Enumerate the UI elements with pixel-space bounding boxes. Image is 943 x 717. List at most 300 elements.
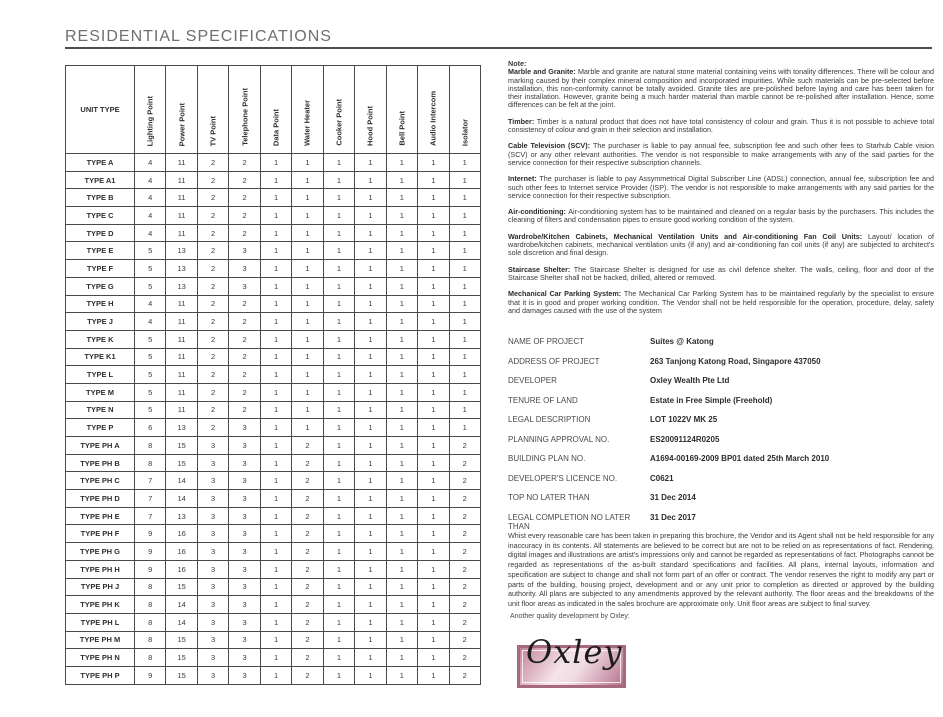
- spec-value-cell: 1: [260, 383, 291, 401]
- spec-value-cell: 5: [135, 401, 166, 419]
- spec-value-cell: 8: [135, 437, 166, 455]
- spec-value-cell: 11: [166, 383, 197, 401]
- spec-value-cell: 3: [197, 437, 228, 455]
- table-row: [66, 366, 481, 384]
- column-header: [418, 66, 449, 154]
- spec-value-cell: 5: [135, 277, 166, 295]
- spec-value-cell: 1: [386, 330, 417, 348]
- spec-value-cell: 1: [260, 649, 291, 667]
- spec-value-cell: 4: [135, 189, 166, 207]
- spec-value-cell: 1: [260, 596, 291, 614]
- spec-value-cell: 1: [260, 401, 291, 419]
- spec-value-cell: 1: [355, 313, 386, 331]
- spec-value-cell: 2: [197, 260, 228, 278]
- spec-value-cell: 2: [229, 171, 260, 189]
- spec-value-cell: 11: [166, 189, 197, 207]
- spec-value-cell: 16: [166, 560, 197, 578]
- column-header: [166, 66, 197, 154]
- spec-value-cell: 2: [197, 189, 228, 207]
- unit-type-cell: TYPE N: [66, 401, 135, 419]
- spec-value-cell: 1: [323, 189, 354, 207]
- spec-value-cell: 1: [323, 507, 354, 525]
- spec-value-cell: 1: [355, 154, 386, 172]
- spec-value-cell: 1: [260, 366, 291, 384]
- spec-value-cell: 1: [386, 401, 417, 419]
- spec-value-cell: 1: [323, 543, 354, 561]
- spec-value-cell: 2: [449, 560, 480, 578]
- spec-value-cell: 1: [386, 666, 417, 684]
- spec-value-cell: 1: [355, 472, 386, 490]
- spec-value-cell: 2: [197, 207, 228, 225]
- spec-value-cell: 1: [355, 366, 386, 384]
- spec-value-cell: 1: [449, 383, 480, 401]
- spec-value-cell: 1: [355, 330, 386, 348]
- spec-value-cell: 1: [418, 649, 449, 667]
- project-info-value: 263 Tanjong Katong Road, Singapore 437050: [650, 356, 821, 366]
- table-row: [66, 154, 481, 172]
- column-header-label: Isolator: [460, 118, 470, 146]
- unit-type-cell: TYPE C: [66, 207, 135, 225]
- spec-value-cell: 15: [166, 578, 197, 596]
- spec-value-cell: 1: [418, 490, 449, 508]
- spec-value-cell: 1: [323, 348, 354, 366]
- spec-value-cell: 1: [292, 313, 323, 331]
- note-paragraph: [508, 290, 934, 315]
- spec-value-cell: 11: [166, 224, 197, 242]
- spec-value-cell: 1: [386, 437, 417, 455]
- spec-value-cell: 1: [260, 330, 291, 348]
- project-info-section: [508, 337, 934, 541]
- spec-value-cell: 1: [386, 189, 417, 207]
- spec-value-cell: 11: [166, 295, 197, 313]
- project-info-label: TOP NO LATER THAN: [508, 493, 590, 502]
- spec-value-cell: 1: [386, 560, 417, 578]
- spec-value-cell: 1: [355, 171, 386, 189]
- spec-value-cell: 2: [197, 224, 228, 242]
- spec-value-cell: 1: [355, 419, 386, 437]
- spec-value-cell: 1: [260, 507, 291, 525]
- spec-value-cell: 8: [135, 631, 166, 649]
- spec-value-cell: 1: [386, 383, 417, 401]
- spec-value-cell: 3: [229, 437, 260, 455]
- note-lead: Internet:: [508, 174, 540, 184]
- spec-value-cell: 1: [355, 490, 386, 508]
- spec-value-cell: 1: [355, 295, 386, 313]
- table-row: [66, 419, 481, 437]
- table-row: [66, 401, 481, 419]
- spec-value-cell: 1: [355, 525, 386, 543]
- spec-value-cell: 1: [418, 207, 449, 225]
- spec-value-cell: 1: [449, 330, 480, 348]
- spec-value-cell: 2: [229, 189, 260, 207]
- spec-value-cell: 1: [292, 224, 323, 242]
- spec-value-cell: 13: [166, 419, 197, 437]
- spec-value-cell: 1: [260, 207, 291, 225]
- column-header-label: Audio Intercom: [428, 90, 438, 146]
- project-info-row: [508, 513, 934, 531]
- unit-type-cell: TYPE PH F: [66, 525, 135, 543]
- spec-value-cell: 3: [197, 454, 228, 472]
- spec-value-cell: 13: [166, 242, 197, 260]
- spec-value-cell: 3: [229, 490, 260, 508]
- spec-value-cell: 1: [323, 560, 354, 578]
- spec-value-cell: 1: [386, 525, 417, 543]
- spec-value-cell: 1: [260, 490, 291, 508]
- unit-type-cell: TYPE PH A: [66, 437, 135, 455]
- note-text: Air-conditioning system has to be maintained and cleaned on a regular basis by the purchasers. This includes the cleaning of filters and condensation pipes to ensure good working condition of the system.: [508, 207, 935, 225]
- unit-type-cell: TYPE P: [66, 419, 135, 437]
- note-lead: Marble and Granite:: [508, 67, 578, 77]
- column-header: [135, 66, 166, 154]
- spec-value-cell: 1: [323, 366, 354, 384]
- spec-value-cell: 14: [166, 596, 197, 614]
- column-header: [292, 66, 323, 154]
- spec-value-cell: 1: [449, 401, 480, 419]
- spec-value-cell: 1: [418, 437, 449, 455]
- unit-type-cell: TYPE PH D: [66, 490, 135, 508]
- column-header-label: Power Point: [177, 102, 187, 146]
- spec-value-cell: 1: [323, 242, 354, 260]
- table-row: [66, 189, 481, 207]
- spec-value-cell: 1: [260, 543, 291, 561]
- spec-value-cell: 11: [166, 330, 197, 348]
- table-row: [66, 454, 481, 472]
- spec-value-cell: 4: [135, 154, 166, 172]
- spec-value-cell: 2: [229, 295, 260, 313]
- spec-value-cell: 3: [229, 543, 260, 561]
- spec-value-cell: 2: [197, 383, 228, 401]
- table-row: [66, 295, 481, 313]
- table-row: [66, 277, 481, 295]
- spec-value-cell: 1: [418, 596, 449, 614]
- spec-value-cell: 2: [449, 596, 480, 614]
- spec-value-cell: 1: [449, 348, 480, 366]
- column-header-label: Telephone Point: [240, 88, 250, 146]
- spec-value-cell: 13: [166, 507, 197, 525]
- spec-value-cell: 1: [386, 419, 417, 437]
- spec-value-cell: 1: [260, 631, 291, 649]
- spec-value-cell: 1: [292, 348, 323, 366]
- column-header-label: Data Point: [271, 108, 281, 146]
- spec-value-cell: 1: [418, 454, 449, 472]
- project-info-row: [508, 396, 934, 405]
- spec-value-cell: 5: [135, 348, 166, 366]
- spec-value-cell: 4: [135, 313, 166, 331]
- spec-value-cell: 2: [292, 596, 323, 614]
- spec-value-cell: 1: [355, 596, 386, 614]
- spec-value-cell: 3: [229, 507, 260, 525]
- spec-value-cell: 1: [260, 154, 291, 172]
- note-text: The Mechanical Car Parking System has to be maintained regularly by the specialist to ensure that it is in good and proper working condition. The Vendor shall not be held responsible for the operation, procedure, delay, safety and damages caused with the use of the system: [508, 289, 934, 315]
- project-info-row: [508, 435, 934, 444]
- spec-value-cell: 11: [166, 366, 197, 384]
- spec-value-cell: 2: [197, 419, 228, 437]
- spec-value-cell: 1: [449, 295, 480, 313]
- table-row: [66, 207, 481, 225]
- spec-value-cell: 11: [166, 207, 197, 225]
- project-info-value: A1694-00169-2009 BP01 dated 25th March 2010: [650, 454, 830, 463]
- spec-value-cell: 1: [355, 578, 386, 596]
- spec-value-cell: 2: [229, 330, 260, 348]
- spec-value-cell: 1: [355, 189, 386, 207]
- spec-value-cell: 2: [197, 330, 228, 348]
- unit-type-header: UNIT TYPE: [66, 66, 135, 154]
- note-paragraph: [508, 233, 934, 258]
- spec-value-cell: 1: [292, 383, 323, 401]
- project-info-value: ES20091124R0205: [650, 434, 720, 444]
- spec-value-cell: 11: [166, 313, 197, 331]
- spec-value-cell: 1: [386, 224, 417, 242]
- spec-value-cell: 2: [449, 507, 480, 525]
- spec-value-cell: 3: [229, 613, 260, 631]
- spec-value-cell: 9: [135, 666, 166, 684]
- spec-value-cell: 1: [418, 348, 449, 366]
- spec-value-cell: 1: [323, 437, 354, 455]
- spec-value-cell: 11: [166, 154, 197, 172]
- column-header: [355, 66, 386, 154]
- column-header-label: Water Heater: [302, 100, 312, 146]
- spec-value-cell: 3: [197, 666, 228, 684]
- unit-type-cell: TYPE G: [66, 277, 135, 295]
- spec-value-cell: 1: [323, 277, 354, 295]
- spec-value-cell: 1: [260, 419, 291, 437]
- spec-value-cell: 14: [166, 490, 197, 508]
- unit-type-cell: TYPE M: [66, 383, 135, 401]
- spec-value-cell: 3: [229, 560, 260, 578]
- unit-type-cell: TYPE L: [66, 366, 135, 384]
- spec-value-cell: 2: [292, 578, 323, 596]
- spec-value-cell: 1: [449, 260, 480, 278]
- unit-type-cell: TYPE PH K: [66, 596, 135, 614]
- column-header-label: Lighting Point: [145, 95, 155, 146]
- spec-value-cell: 2: [449, 631, 480, 649]
- note-text: The Staircase Shelter is designed for use as civil defence shelter. The walls, ceiling, floor and door of the Staircase Shelter shall not be hacked, drilled, altered or removed.: [508, 264, 935, 282]
- spec-value-cell: 2: [449, 666, 480, 684]
- spec-value-cell: 3: [197, 631, 228, 649]
- unit-type-cell: TYPE D: [66, 224, 135, 242]
- table-row: [66, 224, 481, 242]
- spec-value-cell: 1: [323, 330, 354, 348]
- spec-value-cell: 2: [229, 401, 260, 419]
- project-info-row: [508, 337, 934, 346]
- project-info-value: 31 Dec 2014: [650, 493, 696, 502]
- table-row: [66, 613, 481, 631]
- spec-value-cell: 1: [260, 224, 291, 242]
- spec-value-cell: 1: [260, 578, 291, 596]
- spec-value-cell: 1: [260, 666, 291, 684]
- spec-value-cell: 3: [197, 507, 228, 525]
- spec-value-cell: 1: [418, 154, 449, 172]
- spec-value-cell: 2: [292, 613, 323, 631]
- spec-value-cell: 2: [449, 649, 480, 667]
- spec-value-cell: 1: [386, 260, 417, 278]
- spec-value-cell: 4: [135, 171, 166, 189]
- table-row: [66, 490, 481, 508]
- spec-value-cell: 1: [323, 666, 354, 684]
- spec-value-cell: 7: [135, 490, 166, 508]
- spec-value-cell: 7: [135, 472, 166, 490]
- spec-value-cell: 1: [260, 560, 291, 578]
- spec-value-cell: 1: [418, 666, 449, 684]
- spec-value-cell: 2: [229, 207, 260, 225]
- spec-value-cell: 1: [386, 596, 417, 614]
- spec-value-cell: 13: [166, 260, 197, 278]
- spec-value-cell: 1: [418, 525, 449, 543]
- project-info-label: DEVELOPER: [508, 376, 557, 385]
- unit-type-cell: TYPE J: [66, 313, 135, 331]
- disclaimer: Whist every reasonable care has been taken in preparing this brochure, the Vendor and its Agent shall not be held responsible for any inaccuracy in its contents. All statements are believed to be correct but are not to be relied on as representations of fact. Rendering, digital images and illustrations are artist's impressions only and cannot be regarded as representations of fact. Photographs cannot be regarded as representations of the as-built standard specifications and facilities. All plans, internal layouts, information and specification are subject to change and shall not form part of an offer or contract. The vendor reserves the right to modify any part or parts of the building, housing project, development and or any unit prior to completion as directed or approved by the building authority. All plans are subjected to any amendments approved by the relevant authority. The floor areas and the breakdowns of the unit floor areas as indicated in the sales brochure are approximate only. Unit floor areas are subject to final survey.: [508, 531, 934, 608]
- page-title: RESIDENTIAL SPECIFICATIONS: [65, 28, 332, 45]
- spec-value-cell: 1: [260, 313, 291, 331]
- spec-value-cell: 2: [449, 525, 480, 543]
- column-header-label: Bell Point: [397, 111, 407, 146]
- unit-type-cell: TYPE PH P: [66, 666, 135, 684]
- spec-value-cell: 3: [197, 525, 228, 543]
- spec-value-cell: 1: [292, 260, 323, 278]
- spec-value-cell: 2: [449, 578, 480, 596]
- note-lead: Cable Television (SCV):: [508, 141, 593, 151]
- spec-value-cell: 2: [449, 472, 480, 490]
- spec-value-cell: 1: [386, 171, 417, 189]
- project-info-label: LEGAL DESCRIPTION: [508, 415, 591, 424]
- spec-value-cell: 1: [418, 560, 449, 578]
- spec-value-cell: 1: [418, 401, 449, 419]
- spec-value-cell: 1: [386, 348, 417, 366]
- spec-value-cell: 6: [135, 419, 166, 437]
- oxley-logo-text: Oxley: [526, 633, 623, 671]
- spec-value-cell: 3: [229, 578, 260, 596]
- spec-value-cell: 2: [449, 437, 480, 455]
- spec-value-cell: 2: [197, 154, 228, 172]
- note-lead: Air-conditioning:: [508, 207, 569, 217]
- unit-type-cell: TYPE K: [66, 330, 135, 348]
- table-header: [66, 66, 481, 154]
- spec-value-cell: 1: [418, 419, 449, 437]
- project-info-value: C0621: [650, 473, 674, 483]
- spec-value-cell: 3: [229, 649, 260, 667]
- table-row: [66, 631, 481, 649]
- spec-value-cell: 15: [166, 631, 197, 649]
- spec-value-cell: 1: [449, 242, 480, 260]
- spec-value-cell: 1: [449, 189, 480, 207]
- spec-value-cell: 1: [292, 189, 323, 207]
- spec-value-cell: 2: [229, 383, 260, 401]
- spec-value-cell: 1: [260, 189, 291, 207]
- spec-value-cell: 2: [292, 437, 323, 455]
- spec-value-cell: 2: [292, 490, 323, 508]
- spec-value-cell: 3: [229, 260, 260, 278]
- spec-value-cell: 1: [323, 171, 354, 189]
- note-text: Timber is a natural product that does not have total consistency of colour and grain. Thus it is not possible to achieve total consistency of colour and grain in their selection and installation.: [508, 116, 934, 135]
- spec-value-cell: 2: [292, 525, 323, 543]
- note-text: Marble and granite are natural stone material containing veins with tonality differences. There will be colour and marking caused by their complex mineral composition and incorporated impurities. While such materials can be pre-selected before installation, this non-conformity cannot be totally avoided. Granite tiles are pre-polished before laying and care has been taken for their installation. However, granite being a much harder material than marble cannot be re-polished after installation. Hence, some differences can be felt at the joint.: [508, 67, 934, 110]
- spec-value-cell: 2: [292, 472, 323, 490]
- unit-type-cell: TYPE PH L: [66, 613, 135, 631]
- unit-type-cell: TYPE PH N: [66, 649, 135, 667]
- spec-value-cell: 5: [135, 242, 166, 260]
- note-paragraph: [508, 175, 934, 200]
- spec-value-cell: 2: [229, 224, 260, 242]
- spec-value-cell: 1: [323, 454, 354, 472]
- spec-value-cell: 1: [355, 260, 386, 278]
- spec-value-cell: 1: [323, 207, 354, 225]
- notes-section: [508, 60, 934, 323]
- table-row: [66, 507, 481, 525]
- spec-value-cell: 1: [418, 189, 449, 207]
- oxley-tagline: Another quality development by Oxley:: [510, 613, 630, 620]
- table-row: [66, 383, 481, 401]
- spec-value-cell: 1: [418, 507, 449, 525]
- project-info-value: Suites @ Katong: [650, 337, 714, 346]
- spec-value-cell: 1: [418, 613, 449, 631]
- spec-value-cell: 2: [292, 666, 323, 684]
- note-text: The purchaser is liable to pay Assymmetrical Digital Subscriber Line (ADSL) connection, annual fee, subscription fee and such other fees to Internet service Provider (ISP). The vendor is not responsible to make arrangements with any said parties for the service connection for their respective subscription.: [508, 174, 934, 200]
- table-row: [66, 437, 481, 455]
- spec-value-cell: 3: [229, 277, 260, 295]
- unit-type-cell: TYPE PH J: [66, 578, 135, 596]
- spec-value-cell: 5: [135, 330, 166, 348]
- spec-value-cell: 1: [355, 348, 386, 366]
- spec-value-cell: 3: [229, 596, 260, 614]
- spec-value-cell: 1: [260, 348, 291, 366]
- spec-value-cell: 1: [292, 366, 323, 384]
- spec-value-cell: 1: [355, 207, 386, 225]
- table-row: [66, 472, 481, 490]
- project-info-value: Estate in Free Simple (Freehold): [650, 395, 773, 405]
- project-info-label: BUILDING PLAN NO.: [508, 454, 586, 463]
- spec-value-cell: 1: [260, 613, 291, 631]
- spec-value-cell: 2: [292, 631, 323, 649]
- project-info-row: [508, 474, 934, 483]
- unit-type-cell: TYPE A1: [66, 171, 135, 189]
- spec-value-cell: 9: [135, 525, 166, 543]
- table-row: [66, 330, 481, 348]
- spec-value-cell: 1: [323, 578, 354, 596]
- spec-value-cell: 2: [197, 401, 228, 419]
- spec-value-cell: 1: [355, 224, 386, 242]
- spec-value-cell: 2: [449, 490, 480, 508]
- project-info-value: Oxley Wealth Pte Ltd: [650, 376, 730, 385]
- project-info-label: TENURE OF LAND: [508, 395, 578, 405]
- spec-value-cell: 1: [386, 490, 417, 508]
- unit-type-cell: TYPE PH E: [66, 507, 135, 525]
- spec-value-cell: 1: [386, 507, 417, 525]
- spec-value-cell: 1: [355, 560, 386, 578]
- spec-value-cell: 1: [386, 242, 417, 260]
- spec-value-cell: 1: [292, 242, 323, 260]
- spec-value-cell: 3: [197, 472, 228, 490]
- spec-value-cell: 1: [323, 260, 354, 278]
- spec-value-cell: 2: [449, 454, 480, 472]
- spec-value-cell: 1: [323, 383, 354, 401]
- project-info-label: NAME OF PROJECT: [508, 337, 585, 346]
- spec-value-cell: 1: [386, 295, 417, 313]
- spec-value-cell: 3: [229, 419, 260, 437]
- spec-value-cell: 8: [135, 578, 166, 596]
- spec-value-cell: 1: [418, 295, 449, 313]
- spec-value-cell: 1: [323, 525, 354, 543]
- spec-value-cell: 2: [292, 649, 323, 667]
- table-row: [66, 313, 481, 331]
- table-row: [66, 578, 481, 596]
- spec-value-cell: 1: [260, 472, 291, 490]
- spec-value-cell: 2: [292, 454, 323, 472]
- spec-value-cell: 1: [355, 613, 386, 631]
- spec-value-cell: 1: [355, 277, 386, 295]
- spec-value-cell: 2: [229, 366, 260, 384]
- table-row: [66, 171, 481, 189]
- spec-value-cell: 11: [166, 348, 197, 366]
